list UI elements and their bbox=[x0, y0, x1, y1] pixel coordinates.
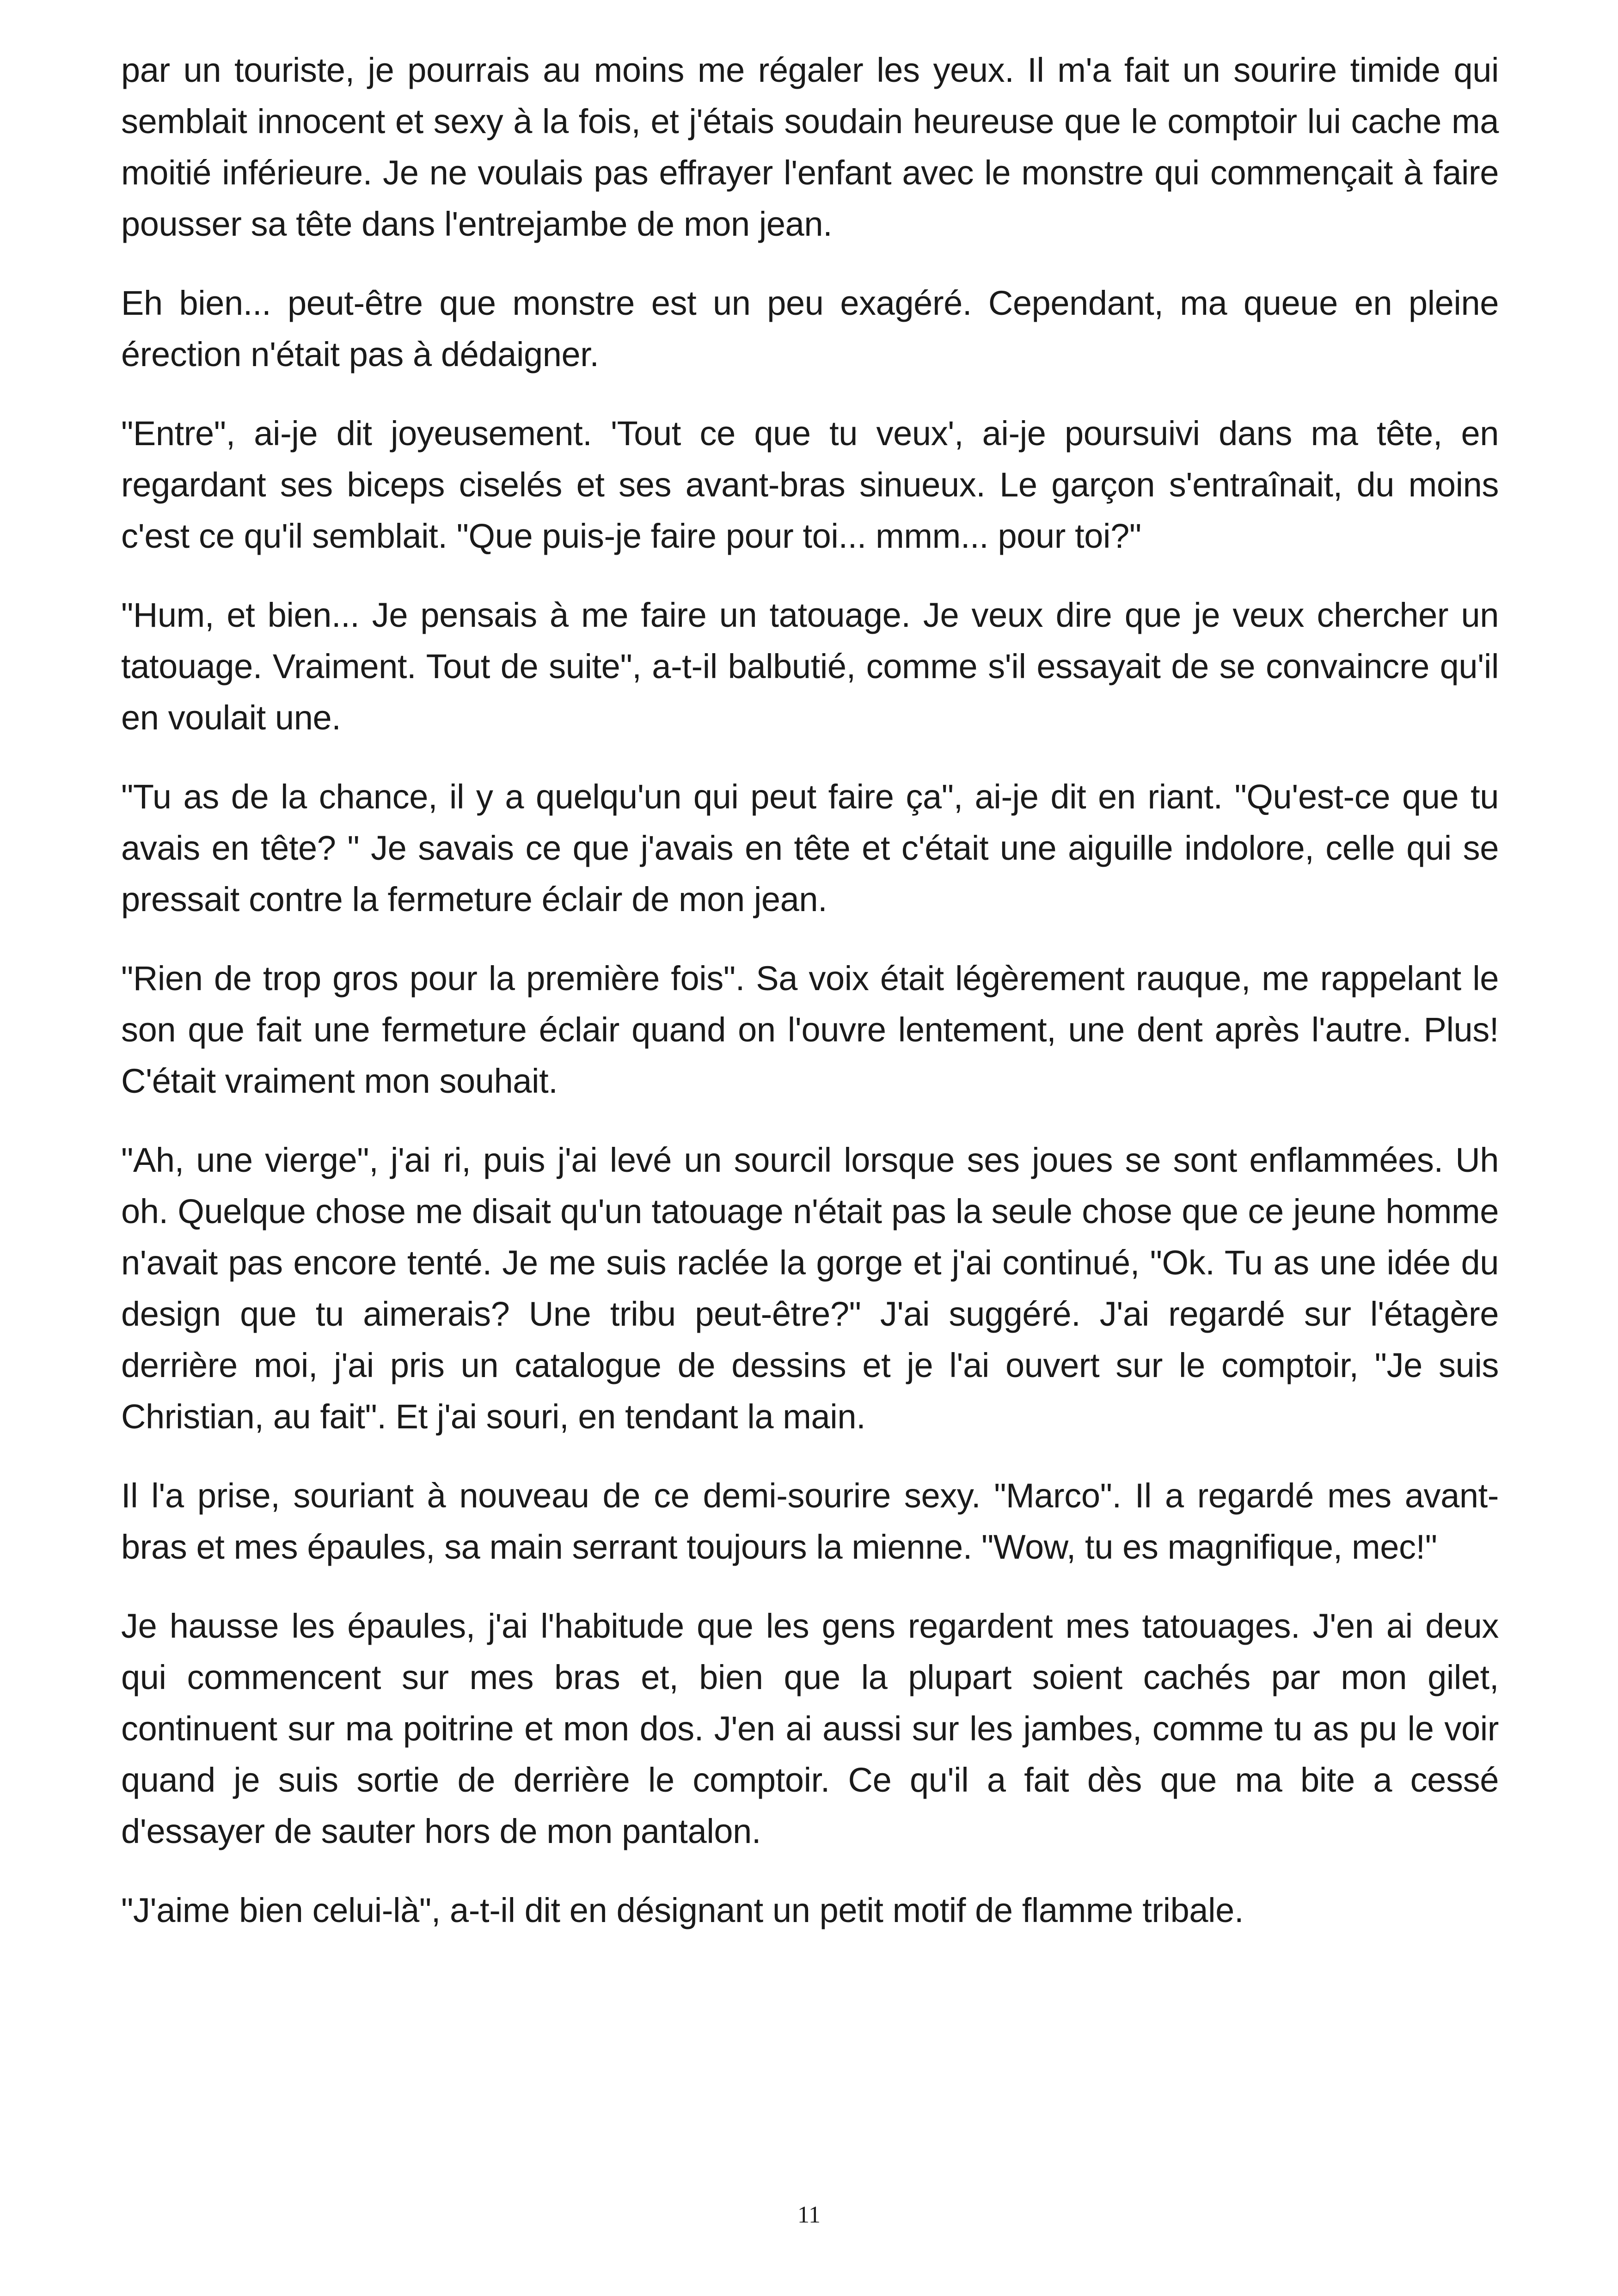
paragraph: "Tu as de la chance, il y a quelqu'un qui peut faire ça", ai-je dit en riant. "Qu'est-ce que tu avais en tête? " Je savais ce que j'avais en tête et c'était une aiguille indolore, celle qui se pressait contre la fermeture éclair de mon jean. bbox=[121, 778, 1499, 918]
paragraph: "Entre", ai-je dit joyeusement. 'Tout ce que tu veux', ai-je poursuivi dans ma tête, en regardant ses biceps ciselés et ses avant-bras sinueux. Le garçon s'entraînait, du moins c'est ce qu'il semblait. "Que puis-je faire pour toi... mmm... pour toi?" bbox=[121, 414, 1499, 555]
paragraph: Eh bien... peut-être que monstre est un peu exagéré. Cependant, ma queue en pleine érection n'était pas à dédaigner. bbox=[121, 284, 1499, 373]
paragraph: "J'aime bien celui-là", a-t-il dit en désignant un petit motif de flamme tribale. bbox=[121, 1891, 1244, 1929]
paragraph: Il l'a prise, souriant à nouveau de ce demi-sourire sexy. "Marco". Il a regardé mes avant-bras et mes épaules, sa main serrant toujours la mienne. "Wow, tu es magnifique, mec!" bbox=[121, 1476, 1499, 1566]
paragraph: "Hum, et bien... Je pensais à me faire un tatouage. Je veux dire que je veux chercher un tatouage. Vraiment. Tout de suite", a-t-il balbutié, comme s'il essayait de se convaincre qu'il en voulait une. bbox=[121, 596, 1499, 737]
page-number: 11 bbox=[797, 2202, 821, 2228]
body-text bbox=[121, 44, 1499, 1964]
paragraph: par un touriste, je pourrais au moins me régaler les yeux. Il m'a fait un sourire timide qui semblait innocent et sexy à la fois, et j'étais soudain heureuse que le comptoir lui cache ma moitié inférieure. Je ne voulais pas effrayer l'enfant avec le monstre qui commençait à faire pousser sa tête dans l'entrejambe de mon jean. bbox=[121, 51, 1499, 243]
paragraph: "Ah, une vierge", j'ai ri, puis j'ai levé un sourcil lorsque ses joues se sont enflammées. Uh oh. Quelque chose me disait qu'un tatouage n'était pas la seule chose que ce jeune homme n'avait pas encore tenté. Je me suis raclée la gorge et j'ai continué, "Ok. Tu as une idée du design que tu aimerais? Une tribu peut-être?" J'ai suggéré. J'ai regardé sur l'étagère derrière moi, j'ai pris un catalogue de dessins et je l'ai ouvert sur le comptoir, "Je suis Christian, au fait". Et j'ai souri, en tendant la main. bbox=[121, 1141, 1499, 1436]
paragraph: "Rien de trop gros pour la première fois". Sa voix était légèrement rauque, me rappelant le son que fait une fermeture éclair quand on l'ouvre lentement, une dent après l'autre. Plus! C'était vraiment mon souhait. bbox=[121, 959, 1499, 1100]
paragraph: Je hausse les épaules, j'ai l'habitude que les gens regardent mes tatouages. J'en ai deux qui commencent sur mes bras et, bien que la plupart soient cachés par mon gilet, continuent sur ma poitrine et mon dos. J'en ai aussi sur les jambes, comme tu as pu le voir quand je suis sortie de derrière le comptoir. Ce qu'il a fait dès que ma bite a cessé d'essayer de sauter hors de mon pantalon. bbox=[121, 1607, 1499, 1850]
